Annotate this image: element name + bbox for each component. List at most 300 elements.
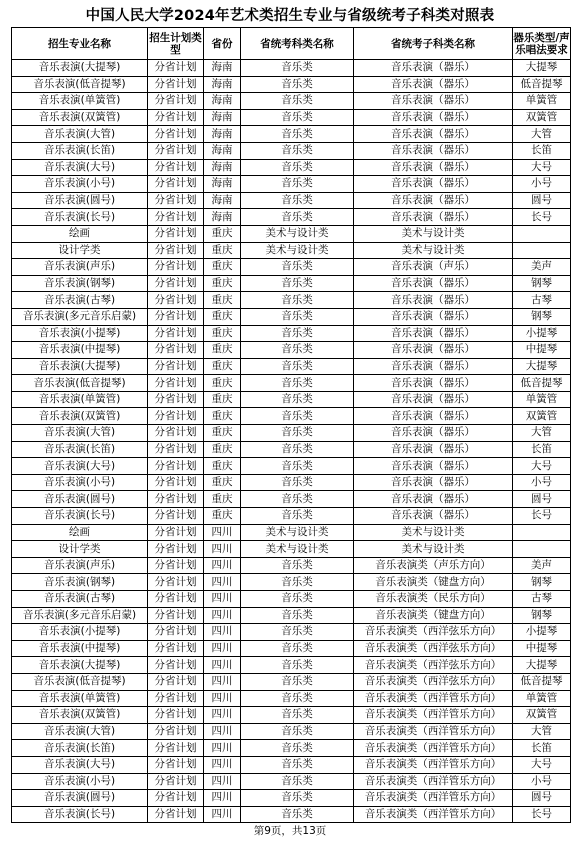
major-cell: 音乐表演(大号) (12, 756, 148, 773)
province-cell: 海南 (204, 176, 241, 193)
plan-type-cell: 分省计划 (148, 225, 204, 242)
major-cell: 音乐表演(长号) (12, 806, 148, 823)
instrument-cell: 大提琴 (513, 657, 571, 674)
instrument-cell: 大号 (513, 159, 571, 176)
major-cell: 音乐表演(大管) (12, 126, 148, 143)
province-cell: 重庆 (204, 292, 241, 309)
instrument-cell: 大提琴 (513, 60, 571, 77)
province-cell: 重庆 (204, 408, 241, 425)
plan-type-cell: 分省计划 (148, 76, 204, 93)
table-row (12, 673, 571, 690)
exam-subcategory-cell: 音乐表演类（西洋管乐方向） (354, 790, 513, 807)
exam-subcategory-cell: 音乐表演（器乐） (354, 491, 513, 508)
plan-type-cell: 分省计划 (148, 259, 204, 276)
province-cell: 四川 (204, 557, 241, 574)
instrument-cell: 古琴 (513, 292, 571, 309)
exam-subcategory-cell: 音乐表演（器乐） (354, 93, 513, 110)
instrument-cell: 钢琴 (513, 574, 571, 591)
plan-type-cell: 分省计划 (148, 209, 204, 226)
plan-type-cell: 分省计划 (148, 391, 204, 408)
province-cell: 重庆 (204, 375, 241, 392)
exam-category-cell: 音乐类 (241, 60, 354, 77)
exam-subcategory-cell: 音乐表演类（西洋弦乐方向） (354, 624, 513, 641)
exam-category-cell: 音乐类 (241, 425, 354, 442)
instrument-cell: 大管 (513, 723, 571, 740)
exam-category-cell: 音乐类 (241, 109, 354, 126)
table-row (12, 76, 571, 93)
table-row (12, 474, 571, 491)
exam-category-cell: 音乐类 (241, 624, 354, 641)
instrument-cell: 大管 (513, 425, 571, 442)
province-cell: 四川 (204, 624, 241, 641)
table-row (12, 707, 571, 724)
instrument-cell: 小提琴 (513, 624, 571, 641)
table-row (12, 690, 571, 707)
table-row (12, 508, 571, 525)
table-row (12, 93, 571, 110)
table-row (12, 342, 571, 359)
exam-category-cell: 音乐类 (241, 159, 354, 176)
instrument-cell: 低音提琴 (513, 673, 571, 690)
table-row (12, 541, 571, 558)
major-cell: 音乐表演(小号) (12, 773, 148, 790)
exam-category-cell: 音乐类 (241, 640, 354, 657)
exam-subcategory-cell: 音乐表演（声乐） (354, 259, 513, 276)
table-row (12, 308, 571, 325)
column-header-plan-type: 招生计划类型 (148, 28, 204, 60)
exam-category-cell: 音乐类 (241, 806, 354, 823)
province-cell: 海南 (204, 142, 241, 159)
exam-category-cell: 音乐类 (241, 209, 354, 226)
instrument-cell: 中提琴 (513, 342, 571, 359)
exam-subcategory-cell: 美术与设计类 (354, 524, 513, 541)
exam-subcategory-cell: 音乐表演（器乐） (354, 159, 513, 176)
exam-subcategory-cell: 音乐表演（器乐） (354, 192, 513, 209)
plan-type-cell: 分省计划 (148, 242, 204, 259)
instrument-cell: 小号 (513, 773, 571, 790)
table-row (12, 574, 571, 591)
instrument-cell: 长笛 (513, 740, 571, 757)
plan-type-cell: 分省计划 (148, 408, 204, 425)
major-cell: 音乐表演(单簧管) (12, 391, 148, 408)
exam-category-cell: 音乐类 (241, 375, 354, 392)
subject-mapping-table (11, 27, 571, 823)
instrument-cell: 大号 (513, 458, 571, 475)
plan-type-cell: 分省计划 (148, 109, 204, 126)
exam-subcategory-cell: 音乐表演类（西洋管乐方向） (354, 707, 513, 724)
plan-type-cell: 分省计划 (148, 524, 204, 541)
province-cell: 四川 (204, 591, 241, 608)
exam-subcategory-cell: 音乐表演类（西洋管乐方向） (354, 740, 513, 757)
plan-type-cell: 分省计划 (148, 474, 204, 491)
exam-subcategory-cell: 音乐表演类（键盘方向） (354, 574, 513, 591)
exam-category-cell: 音乐类 (241, 773, 354, 790)
province-cell: 重庆 (204, 342, 241, 359)
instrument-cell: 长笛 (513, 441, 571, 458)
major-cell: 音乐表演(双簧管) (12, 109, 148, 126)
province-cell: 重庆 (204, 508, 241, 525)
major-cell: 音乐表演(古琴) (12, 292, 148, 309)
province-cell: 海南 (204, 159, 241, 176)
instrument-cell: 钢琴 (513, 607, 571, 624)
plan-type-cell: 分省计划 (148, 60, 204, 77)
table-row (12, 557, 571, 574)
province-cell: 重庆 (204, 474, 241, 491)
plan-type-cell: 分省计划 (148, 342, 204, 359)
exam-subcategory-cell: 音乐表演（器乐） (354, 308, 513, 325)
exam-category-cell: 音乐类 (241, 358, 354, 375)
table-row (12, 740, 571, 757)
column-header-exam-subcategory: 省统考子科类名称 (354, 28, 513, 60)
province-cell: 重庆 (204, 441, 241, 458)
table-row (12, 275, 571, 292)
exam-category-cell: 音乐类 (241, 176, 354, 193)
exam-subcategory-cell: 音乐表演类（西洋弦乐方向） (354, 657, 513, 674)
exam-subcategory-cell: 音乐表演类（键盘方向） (354, 607, 513, 624)
exam-category-cell: 音乐类 (241, 591, 354, 608)
plan-type-cell: 分省计划 (148, 93, 204, 110)
exam-subcategory-cell: 美术与设计类 (354, 225, 513, 242)
exam-category-cell: 音乐类 (241, 474, 354, 491)
exam-subcategory-cell: 音乐表演类（西洋管乐方向） (354, 756, 513, 773)
province-cell: 四川 (204, 541, 241, 558)
major-cell: 音乐表演(大管) (12, 425, 148, 442)
province-cell: 海南 (204, 192, 241, 209)
table-row (12, 375, 571, 392)
column-header-exam-category: 省统考科类名称 (241, 28, 354, 60)
major-cell: 音乐表演(圆号) (12, 790, 148, 807)
exam-subcategory-cell: 音乐表演（器乐） (354, 275, 513, 292)
exam-subcategory-cell: 音乐表演（器乐） (354, 342, 513, 359)
plan-type-cell: 分省计划 (148, 640, 204, 657)
exam-category-cell: 音乐类 (241, 126, 354, 143)
major-cell: 音乐表演(圆号) (12, 192, 148, 209)
table-row (12, 176, 571, 193)
exam-category-cell: 音乐类 (241, 142, 354, 159)
province-cell: 四川 (204, 806, 241, 823)
major-cell: 音乐表演(大管) (12, 723, 148, 740)
province-cell: 四川 (204, 773, 241, 790)
major-cell: 音乐表演(单簧管) (12, 93, 148, 110)
table-row (12, 259, 571, 276)
document-title: 中国人民大学2024年艺术类招生专业与省级统考子科类对照表 (85, 8, 495, 24)
exam-subcategory-cell: 音乐表演类（声乐方向） (354, 557, 513, 574)
plan-type-cell: 分省计划 (148, 790, 204, 807)
exam-category-cell: 音乐类 (241, 76, 354, 93)
exam-subcategory-cell: 音乐表演（器乐） (354, 209, 513, 226)
table-row (12, 292, 571, 309)
table-row (12, 60, 571, 77)
exam-subcategory-cell: 音乐表演（器乐） (354, 441, 513, 458)
table-row (12, 209, 571, 226)
exam-subcategory-cell: 音乐表演（器乐） (354, 176, 513, 193)
plan-type-cell: 分省计划 (148, 657, 204, 674)
plan-type-cell: 分省计划 (148, 557, 204, 574)
plan-type-cell: 分省计划 (148, 508, 204, 525)
province-cell: 四川 (204, 574, 241, 591)
exam-subcategory-cell: 音乐表演类（西洋弦乐方向） (354, 673, 513, 690)
province-cell: 重庆 (204, 425, 241, 442)
exam-category-cell: 音乐类 (241, 723, 354, 740)
exam-category-cell: 音乐类 (241, 93, 354, 110)
exam-category-cell: 美术与设计类 (241, 225, 354, 242)
province-cell: 重庆 (204, 491, 241, 508)
plan-type-cell: 分省计划 (148, 607, 204, 624)
table-row (12, 325, 571, 342)
province-cell: 四川 (204, 790, 241, 807)
exam-category-cell: 音乐类 (241, 707, 354, 724)
table-row (12, 773, 571, 790)
plan-type-cell: 分省计划 (148, 308, 204, 325)
column-header-instrument-requirement: 器乐类型/声乐唱法要求 (513, 28, 571, 60)
table-row (12, 524, 571, 541)
exam-category-cell: 音乐类 (241, 308, 354, 325)
instrument-cell: 圆号 (513, 790, 571, 807)
major-cell: 音乐表演(长笛) (12, 142, 148, 159)
plan-type-cell: 分省计划 (148, 275, 204, 292)
table-row (12, 723, 571, 740)
major-cell: 音乐表演(声乐) (12, 259, 148, 276)
column-header-major: 招生专业名称 (12, 28, 148, 60)
table-row (12, 109, 571, 126)
instrument-cell: 小号 (513, 474, 571, 491)
instrument-cell: 中提琴 (513, 640, 571, 657)
exam-category-cell: 美术与设计类 (241, 524, 354, 541)
plan-type-cell: 分省计划 (148, 773, 204, 790)
instrument-cell: 双簧管 (513, 707, 571, 724)
exam-category-cell: 音乐类 (241, 259, 354, 276)
instrument-cell: 低音提琴 (513, 76, 571, 93)
plan-type-cell: 分省计划 (148, 574, 204, 591)
plan-type-cell: 分省计划 (148, 159, 204, 176)
instrument-cell: 低音提琴 (513, 375, 571, 392)
major-cell: 音乐表演(中提琴) (12, 640, 148, 657)
plan-type-cell: 分省计划 (148, 441, 204, 458)
province-cell: 海南 (204, 126, 241, 143)
province-cell: 重庆 (204, 308, 241, 325)
province-cell: 重庆 (204, 242, 241, 259)
exam-category-cell: 音乐类 (241, 756, 354, 773)
exam-category-cell: 美术与设计类 (241, 242, 354, 259)
exam-subcategory-cell: 音乐表演（器乐） (354, 425, 513, 442)
province-cell: 四川 (204, 756, 241, 773)
province-cell: 四川 (204, 740, 241, 757)
table-row (12, 126, 571, 143)
instrument-cell: 钢琴 (513, 275, 571, 292)
major-cell: 音乐表演(小号) (12, 176, 148, 193)
major-cell: 音乐表演(低音提琴) (12, 375, 148, 392)
major-cell: 音乐表演(多元音乐启蒙) (12, 308, 148, 325)
major-cell: 设计学类 (12, 541, 148, 558)
major-cell: 音乐表演(中提琴) (12, 342, 148, 359)
province-cell: 重庆 (204, 325, 241, 342)
major-cell: 音乐表演(多元音乐启蒙) (12, 607, 148, 624)
plan-type-cell: 分省计划 (148, 458, 204, 475)
exam-subcategory-cell: 音乐表演（器乐） (354, 391, 513, 408)
exam-category-cell: 音乐类 (241, 690, 354, 707)
exam-category-cell: 音乐类 (241, 408, 354, 425)
instrument-cell: 大提琴 (513, 358, 571, 375)
exam-subcategory-cell: 音乐表演类（西洋管乐方向） (354, 773, 513, 790)
major-cell: 音乐表演(长笛) (12, 441, 148, 458)
province-cell: 海南 (204, 93, 241, 110)
exam-category-cell: 音乐类 (241, 740, 354, 757)
major-cell: 音乐表演(单簧管) (12, 690, 148, 707)
instrument-cell: 美声 (513, 557, 571, 574)
major-cell: 绘画 (12, 524, 148, 541)
plan-type-cell: 分省计划 (148, 673, 204, 690)
exam-subcategory-cell: 音乐表演（器乐） (354, 358, 513, 375)
table-row (12, 425, 571, 442)
exam-subcategory-cell: 音乐表演（器乐） (354, 474, 513, 491)
plan-type-cell: 分省计划 (148, 491, 204, 508)
plan-type-cell: 分省计划 (148, 541, 204, 558)
plan-type-cell: 分省计划 (148, 591, 204, 608)
province-cell: 重庆 (204, 259, 241, 276)
major-cell: 音乐表演(小号) (12, 474, 148, 491)
table-row (12, 624, 571, 641)
plan-type-cell: 分省计划 (148, 740, 204, 757)
table-row (12, 441, 571, 458)
instrument-cell (513, 541, 571, 558)
exam-category-cell: 音乐类 (241, 441, 354, 458)
province-cell: 重庆 (204, 458, 241, 475)
instrument-cell: 美声 (513, 259, 571, 276)
instrument-cell: 长号 (513, 209, 571, 226)
instrument-cell: 长号 (513, 806, 571, 823)
major-cell: 音乐表演(钢琴) (12, 275, 148, 292)
table-row (12, 142, 571, 159)
major-cell: 设计学类 (12, 242, 148, 259)
major-cell: 音乐表演(小提琴) (12, 325, 148, 342)
plan-type-cell: 分省计划 (148, 176, 204, 193)
exam-category-cell: 音乐类 (241, 673, 354, 690)
plan-type-cell: 分省计划 (148, 126, 204, 143)
plan-type-cell: 分省计划 (148, 723, 204, 740)
exam-subcategory-cell: 音乐表演（器乐） (354, 408, 513, 425)
major-cell: 音乐表演(大提琴) (12, 60, 148, 77)
instrument-cell (513, 242, 571, 259)
instrument-cell: 圆号 (513, 192, 571, 209)
plan-type-cell: 分省计划 (148, 375, 204, 392)
table-row (12, 391, 571, 408)
table-row (12, 657, 571, 674)
exam-subcategory-cell: 美术与设计类 (354, 541, 513, 558)
plan-type-cell: 分省计划 (148, 325, 204, 342)
plan-type-cell: 分省计划 (148, 292, 204, 309)
instrument-cell: 长笛 (513, 142, 571, 159)
instrument-cell: 双簧管 (513, 408, 571, 425)
province-cell: 重庆 (204, 358, 241, 375)
plan-type-cell: 分省计划 (148, 358, 204, 375)
province-cell: 海南 (204, 209, 241, 226)
plan-type-cell: 分省计划 (148, 690, 204, 707)
exam-category-cell: 音乐类 (241, 292, 354, 309)
plan-type-cell: 分省计划 (148, 192, 204, 209)
major-cell: 音乐表演(古琴) (12, 591, 148, 608)
province-cell: 四川 (204, 607, 241, 624)
province-cell: 四川 (204, 690, 241, 707)
exam-subcategory-cell: 音乐表演（器乐） (354, 375, 513, 392)
exam-subcategory-cell: 音乐表演（器乐） (354, 126, 513, 143)
major-cell: 音乐表演(圆号) (12, 491, 148, 508)
province-cell: 重庆 (204, 225, 241, 242)
table-row (12, 159, 571, 176)
table-row (12, 192, 571, 209)
major-cell: 音乐表演(大号) (12, 458, 148, 475)
page-footer: 第9页，共13页 (253, 825, 327, 837)
table-row (12, 640, 571, 657)
major-cell: 音乐表演(钢琴) (12, 574, 148, 591)
table-row (12, 491, 571, 508)
major-cell: 音乐表演(大号) (12, 159, 148, 176)
table-row (12, 358, 571, 375)
plan-type-cell: 分省计划 (148, 142, 204, 159)
instrument-cell: 长号 (513, 508, 571, 525)
exam-subcategory-cell: 音乐表演（器乐） (354, 508, 513, 525)
exam-subcategory-cell: 音乐表演（器乐） (354, 292, 513, 309)
instrument-cell: 钢琴 (513, 308, 571, 325)
plan-type-cell: 分省计划 (148, 806, 204, 823)
table-row (12, 591, 571, 608)
exam-subcategory-cell: 音乐表演（器乐） (354, 458, 513, 475)
exam-category-cell: 音乐类 (241, 508, 354, 525)
exam-category-cell: 音乐类 (241, 391, 354, 408)
table-row (12, 458, 571, 475)
major-cell: 音乐表演(小提琴) (12, 624, 148, 641)
province-cell: 四川 (204, 723, 241, 740)
exam-subcategory-cell: 音乐表演（器乐） (354, 76, 513, 93)
table-row (12, 806, 571, 823)
exam-category-cell: 音乐类 (241, 192, 354, 209)
exam-category-cell: 美术与设计类 (241, 541, 354, 558)
instrument-cell: 单簧管 (513, 93, 571, 110)
exam-subcategory-cell: 音乐表演（器乐） (354, 60, 513, 77)
instrument-cell: 大号 (513, 756, 571, 773)
province-cell: 四川 (204, 640, 241, 657)
exam-subcategory-cell: 音乐表演类（民乐方向） (354, 591, 513, 608)
exam-subcategory-cell: 音乐表演类（西洋管乐方向） (354, 690, 513, 707)
table-row (12, 242, 571, 259)
exam-subcategory-cell: 音乐表演（器乐） (354, 142, 513, 159)
instrument-cell: 单簧管 (513, 690, 571, 707)
exam-subcategory-cell: 音乐表演（器乐） (354, 109, 513, 126)
instrument-cell: 单簧管 (513, 391, 571, 408)
plan-type-cell: 分省计划 (148, 756, 204, 773)
exam-category-cell: 音乐类 (241, 557, 354, 574)
major-cell: 音乐表演(长笛) (12, 740, 148, 757)
province-cell: 四川 (204, 707, 241, 724)
province-cell: 重庆 (204, 391, 241, 408)
exam-category-cell: 音乐类 (241, 607, 354, 624)
major-cell: 音乐表演(声乐) (12, 557, 148, 574)
exam-subcategory-cell: 美术与设计类 (354, 242, 513, 259)
province-cell: 海南 (204, 76, 241, 93)
exam-category-cell: 音乐类 (241, 491, 354, 508)
exam-subcategory-cell: 音乐表演类（西洋管乐方向） (354, 723, 513, 740)
exam-subcategory-cell: 音乐表演类（西洋管乐方向） (354, 806, 513, 823)
province-cell: 海南 (204, 109, 241, 126)
instrument-cell: 大管 (513, 126, 571, 143)
province-cell: 四川 (204, 657, 241, 674)
major-cell: 音乐表演(低音提琴) (12, 76, 148, 93)
exam-category-cell: 音乐类 (241, 790, 354, 807)
table-row (12, 790, 571, 807)
major-cell: 音乐表演(双簧管) (12, 707, 148, 724)
column-header-province: 省份 (204, 28, 241, 60)
major-cell: 音乐表演(长号) (12, 508, 148, 525)
exam-category-cell: 音乐类 (241, 657, 354, 674)
